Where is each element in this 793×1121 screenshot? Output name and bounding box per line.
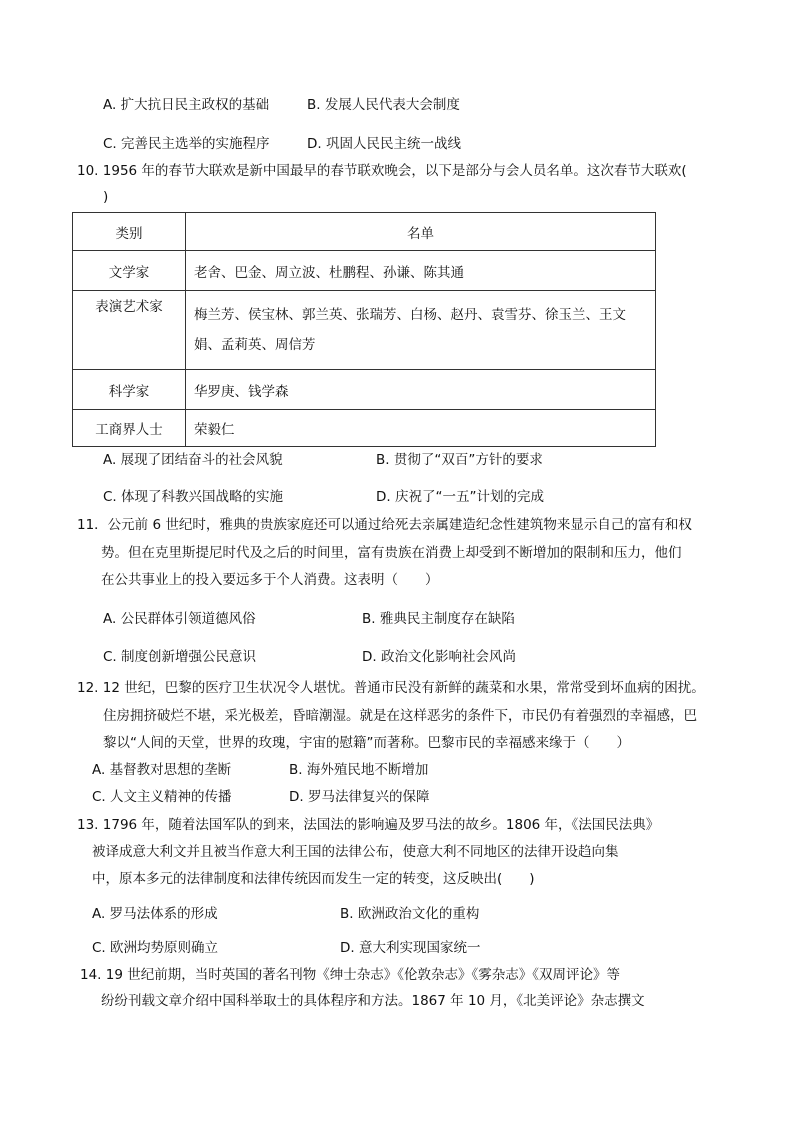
q13-stem-line2: 被译成意大利文并且被当作意大利王国的法律公布，使意大利不同地区的法律开设趋向集 bbox=[92, 844, 619, 860]
q12-stem-line3: 黎以“人间的天堂，世界的玫瑰，宇宙的慰籍”而著称。巴黎市民的幸福感来缘于（ ） bbox=[103, 735, 630, 751]
table-cell-names: 荣毅仁 bbox=[186, 410, 656, 447]
q12-stem-line2: 住房拥挤破烂不堪，采光极差，昏暗潮湿。就是在这样恶劣的条件下，市民仍有着强烈的幸福感，巴 bbox=[103, 708, 697, 724]
q11-option-c: C. 制度创新增强公民意识 bbox=[103, 649, 257, 665]
table-cell-category: 表演艺术家 bbox=[73, 291, 186, 370]
q14-stem-line1: 14. 19 世纪前期，当时英国的著名刊物《绅士杂志》《伦敦杂志》《雾杂志》《双周评论》等 bbox=[80, 967, 620, 983]
table-row bbox=[73, 410, 656, 447]
q12-option-c: C. 人文主义精神的传播 bbox=[92, 789, 232, 805]
table-cell-category: 工商界人士 bbox=[73, 410, 186, 447]
q13-option-a: A. 罗马法体系的形成 bbox=[92, 906, 218, 922]
q10-attendee-table bbox=[72, 212, 656, 447]
q10-stem-line1: 10. 1956 年的春节大联欢是新中国最早的春节联欢晚会，以下是部分与会人员名单。这次春节大联欢( bbox=[77, 163, 687, 179]
q14-stem-line2: 纷纷刊载文章介绍中国科举取士的具体程序和方法。1867 年 10 月，《北美评论》杂志撰文 bbox=[101, 993, 645, 1009]
q13-option-b: B. 欧洲政治文化的重构 bbox=[340, 906, 480, 922]
q9-option-a: A. 扩大抗日民主政权的基础 bbox=[103, 97, 270, 113]
table-cell-names: 梅兰芳、侯宝林、郭兰英、张瑞芳、白杨、赵丹、袁雪芬、徐玉兰、王文娟、孟莉英、周信芳 bbox=[186, 291, 656, 370]
q11-stem-line1: 11．公元前 6 世纪时，雅典的贵族家庭还可以通过给死去亲属建造纪念性建筑物来显示自己的富有和权 bbox=[77, 517, 692, 533]
table-cell-category: 文学家 bbox=[73, 251, 186, 291]
q11-option-b: B. 雅典民主制度存在缺陷 bbox=[362, 611, 515, 627]
q9-option-d: D. 巩固人民民主统一战线 bbox=[307, 136, 461, 152]
q9-option-c: C. 完善民主选举的实施程序 bbox=[103, 136, 270, 152]
table-cell-names: 华罗庚、钱学森 bbox=[186, 370, 656, 410]
q13-option-c: C. 欧洲均势原则确立 bbox=[92, 940, 219, 956]
table-cell-names: 老舍、巴金、周立波、杜鹏程、孙谦、陈其通 bbox=[186, 251, 656, 291]
q9-option-b: B. 发展人民代表大会制度 bbox=[307, 97, 460, 113]
q10-option-b: B. 贯彻了“双百”方针的要求 bbox=[376, 452, 543, 468]
q13-stem-line1: 13. 1796 年，随着法国军队的到来，法国法的影响遍及罗马法的故乡。1806 年，《法国民法典》 bbox=[77, 817, 660, 833]
q12-option-a: A. 基督教对思想的垄断 bbox=[92, 762, 232, 778]
q13-stem-line3: 中，原本多元的法律制度和法律传统因而发生一定的转变，这反映出( ) bbox=[92, 871, 535, 887]
table-row bbox=[73, 291, 656, 370]
table-header-names: 名单 bbox=[186, 213, 656, 251]
q11-option-a: A. 公民群体引领道德风俗 bbox=[103, 611, 256, 627]
q12-stem-line1: 12. 12 世纪，巴黎的医疗卫生状况令人堪忧。普通市民没有新鲜的蔬菜和水果，常常受到坏血病的困扰。 bbox=[77, 680, 705, 696]
q13-option-d: D. 意大利实现国家统一 bbox=[340, 940, 481, 956]
table-header-category: 类别 bbox=[73, 213, 186, 251]
q10-option-d: D. 庆祝了“一五”计划的完成 bbox=[376, 489, 544, 505]
q10-option-c: C. 体现了科教兴国战略的实施 bbox=[103, 489, 284, 505]
q11-option-d: D. 政治文化影响社会风尚 bbox=[362, 649, 516, 665]
q11-stem-line2: 势。但在克里斯提尼时代及之后的时间里，富有贵族在消费上却受到不断增加的限制和压力，他们 bbox=[101, 545, 682, 561]
q10-option-a: A. 展现了团结奋斗的社会风貌 bbox=[103, 452, 283, 468]
table-row bbox=[73, 251, 656, 291]
q10-stem-line2: ) bbox=[103, 189, 109, 205]
q12-option-b: B. 海外殖民地不断增加 bbox=[289, 762, 429, 778]
q11-stem-line3: 在公共事业上的投入要远多于个人消费。这表明（ ） bbox=[101, 572, 439, 588]
table-row bbox=[73, 370, 656, 410]
table-cell-category: 科学家 bbox=[73, 370, 186, 410]
table-header-row bbox=[73, 213, 656, 251]
q12-option-d: D. 罗马法律复兴的保障 bbox=[289, 789, 430, 805]
